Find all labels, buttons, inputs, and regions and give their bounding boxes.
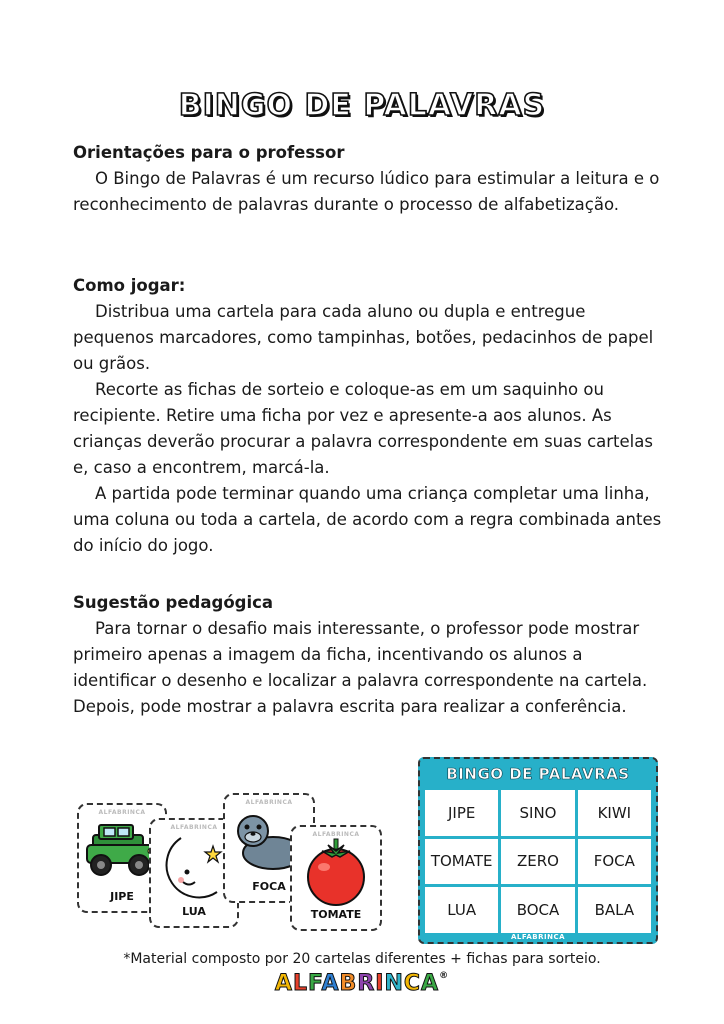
brand-letter: C [403,971,422,996]
bingo-cell: TOMATE [425,839,498,885]
brand-letter: F [307,971,322,996]
footnote: *Material composto por 20 cartelas diferentes + fichas para sorteio. [123,951,601,967]
bingo-card-title: BINGO DE PALAVRAS [446,765,630,783]
bingo-cell: KIWI [578,790,651,836]
card-watermark: ALFABRINCA [245,799,293,806]
bingo-cell: BALA [578,887,651,933]
section-paragraph: Distribua uma cartela para cada aluno ou dupla e entregue pequenos marcadores, como tampinhas, botões, pedacinhos de papel ou grãos. [73,302,654,373]
bingo-grid [425,790,651,933]
card-watermark: ALFABRINCA [170,824,218,831]
brand-letter: N [384,971,404,996]
brand-letter: A [274,971,293,996]
registered-mark: ® [439,971,450,981]
brand-letter: B [339,971,358,996]
section-paragraph: A partida pode terminar quando uma criança completar uma linha, uma coluna ou toda a cartela, de acordo com a regra combinada antes do início do jogo. [73,484,662,555]
card-label: TOMATE [310,908,362,921]
page-title: BINGO DE PALAVRAS [178,88,546,123]
brand-logo [0,971,724,996]
brand-letter: R [357,971,376,996]
bingo-cell: BOCA [501,887,574,933]
bingo-cell: SINO [501,790,574,836]
section-orientacoes [73,140,663,218]
bingo-cell: JIPE [425,790,498,836]
section-paragraph: Para tornar o desafio mais interessante, o professor pode mostrar primeiro apenas a imagem da ficha, incentivando os alunos a identificar o desenho e localizar a palavra correspondente na cartela. Depois, pode mostrar a palavra escrita para realizar a conferência. [73,619,648,716]
bingo-cell: LUA [425,887,498,933]
card-watermark: ALFABRINCA [312,831,360,838]
brand-letter: A [421,971,440,996]
section-heading: Sugestão pedagógica [73,593,274,612]
section-heading: Como jogar: [73,276,186,295]
bingo-card-brand: ALFABRINCA [510,933,566,941]
brand-letter: L [292,971,308,996]
section-como-jogar [73,273,663,559]
bingo-card-preview [418,757,658,944]
bingo-cell: FOCA [578,839,651,885]
card-label: LUA [182,905,206,918]
brand-letter: A [321,971,340,996]
card-watermark: ALFABRINCA [98,809,146,816]
section-paragraph: Recorte as fichas de sorteio e coloque-as em um saquinho ou recipiente. Retire uma ficha por vez e apresente-a aos alunos. As crianças deverão procurar a palavra correspondente em suas cartelas e, caso a encontrem, marcá-la. [73,380,653,477]
bingo-cell: ZERO [501,839,574,885]
card-tomate [290,825,382,931]
section-heading: Orientações para o professor [73,143,345,162]
section-paragraph: O Bingo de Palavras é um recurso lúdico para estimular a leitura e o reconhecimento de palavras durante o processo de alfabetização. [73,169,660,214]
card-label: FOCA [252,880,286,893]
brand-letter: I [375,971,385,996]
section-sugestao [73,590,663,720]
card-label: JIPE [110,890,134,903]
